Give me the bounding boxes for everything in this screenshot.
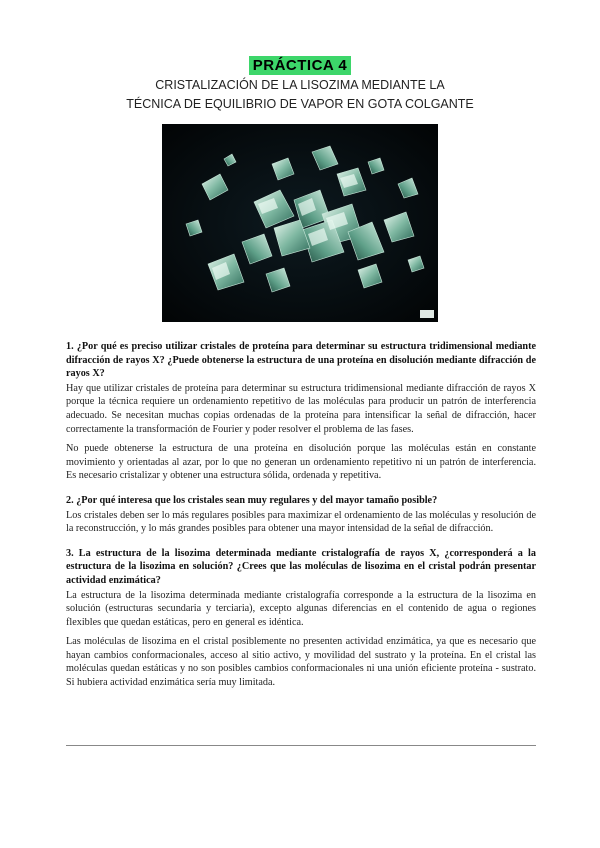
crystals-photo — [162, 124, 438, 322]
lysozyme-crystals-photo — [162, 124, 438, 322]
practice-title: PRÁCTICA 4 — [249, 56, 351, 75]
answer-3b: Las moléculas de lisozima en el cristal posiblemente no presenten actividad enzimática, ya que es necesario que hayan cambios conformacionales, acceso al sitio activo, y movilidad del sustrato y la proteína. En el cristal las moléculas quedan estáticas y no son posibles cambios conformacionales ni una unión eficiente proteína - sustrato. Si hubiera actividad enzimática sería muy limitada. — [66, 636, 536, 689]
answer-1b: No puede obtenerse la estructura de una proteína en disolución porque las moléculas están en constante movimiento y orientadas al azar, por lo que no generan un ordenamiento repetitivo ni un patrón de interferencia. Es necesario cristalizar y obtener una estructura sólida, ordenada y repetitiva. — [66, 443, 536, 482]
footer-divider — [66, 745, 536, 746]
scale-bar — [420, 310, 434, 318]
answer-1a: Hay que utilizar cristales de proteína para determinar su estructura tridimensional mediante difracción de rayos X porque la técnica requiere un ordenamiento repetitivo de las moléculas para producir un patrón de interferencia adecuado. Se necesitan muchas copias ordenadas de la proteína para intensificar la señal de difracción, hacer correctamente la transformación de Fourier y poder resolver el problema de las fases. — [66, 382, 536, 435]
question-3: 3. La estructura de la lisozima determinada mediante cristalografía de rayos X, ¿corresponderá a la estructura de la lisozima en solución? ¿Crees que las moléculas de lisozima en el cristal podrán presentar actividad enzimática? — [66, 547, 536, 586]
section-1 — [66, 340, 536, 483]
document-header — [0, 56, 600, 113]
question-2: 2. ¿Por qué interesa que los cristales sean muy regulares y del mayor tamaño posible? — [66, 494, 438, 506]
question-1: 1. ¿Por qué es preciso utilizar cristales de proteína para determinar su estructura tridimensional mediante difracción de rayos X? ¿Puede obtenerse la estructura de una proteína en disolución mediante difracción de rayos X? — [66, 341, 536, 380]
answer-2: Los cristales deben ser lo más regulares posibles para maximizar el ordenamiento de las moléculas y resolución de la reconstrucción, y lo más grandes posibles para obtener una mayor intensidad de la señal de difracción. — [66, 509, 536, 535]
section-2 — [66, 494, 536, 536]
document-body — [66, 340, 536, 696]
subtitle-line-1: CRISTALIZACIÓN DE LA LISOZIMA MEDIANTE LA — [155, 78, 445, 92]
section-3 — [66, 547, 536, 690]
subtitle-line-2: TÉCNICA DE EQUILIBRIO DE VAPOR EN GOTA COLGANTE — [126, 97, 474, 111]
answer-3a: La estructura de la lisozima determinada mediante cristalografía corresponde a la estructura de la lisozima en solución (estructuras secundaria y terciaria), excepto algunas diferencias en el contenido de agua o regiones flexibles que quedan estáticas, pero en general es idéntica. — [66, 589, 536, 628]
